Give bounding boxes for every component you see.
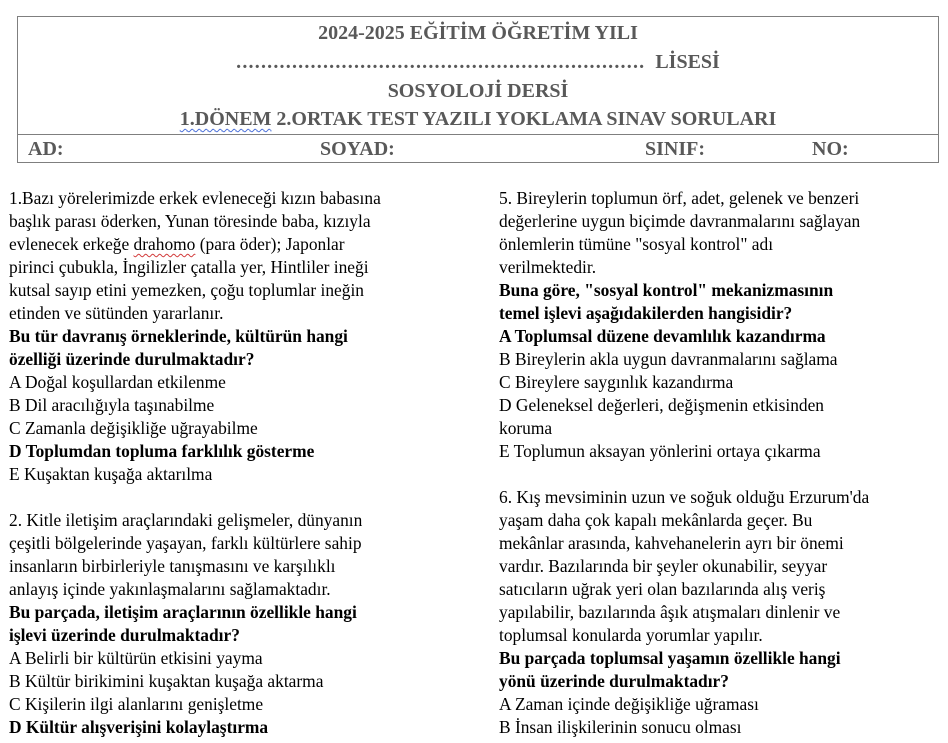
- option-b: B Dil aracılığıyla taşınabilme: [9, 395, 215, 415]
- option-e: E Toplumun aksayan yönlerini ortaya çıkarma: [499, 441, 821, 461]
- name-field-label: AD:: [28, 138, 64, 160]
- option-a: A Doğal koşullardan etkilenme: [9, 372, 226, 392]
- question-stem-line: insanların birbirleriyle tanışmasını ve karşılıklı: [9, 556, 336, 576]
- question-prompt: özelliği üzerinde durulmaktadır?: [9, 349, 255, 369]
- question-stem-line: değerlerine uygun biçimde davranmalarını sağlayan: [499, 211, 861, 231]
- spellcheck-word: drahomo: [133, 234, 196, 254]
- question-stem-line: anlayış içinde yakınlaşmalarını sağlamaktadır.: [9, 579, 331, 599]
- question-stem-line: evlenecek erkeğe drahomo (para öder); Japonlar: [9, 234, 345, 254]
- question-stem-line: pirinci çubukla, İngilizler çatalla yer, Hintliler ineği: [9, 257, 369, 277]
- school-name-line: [18, 50, 938, 74]
- question-stem-line: önlemlerin tümüne "sosyal kontrol" adı: [499, 234, 774, 254]
- number-field-label: NO:: [812, 138, 849, 160]
- question-prompt: Bu tür davranış örneklerinde, kültürün hangi: [9, 326, 348, 346]
- option-d: D Geleneksel değerleri, değişmenin etkisinden: [499, 395, 825, 415]
- question-stem-line: yaşam daha çok kapalı mekânlarda geçer. Bu: [499, 510, 813, 530]
- option-a: A Belirli bir kültürün etkisini yayma: [9, 648, 263, 668]
- question-stem-line: mekânlar arasında, kahvehanelerin ayrı bir önemi: [499, 533, 844, 553]
- question-stem-line: 5. Bireylerin toplumun örf, adet, gelenek ve benzeri: [499, 188, 860, 208]
- option-b: B Kültür birikimini kuşaktan kuşağa aktarma: [9, 671, 324, 691]
- exam-title-rest: 2.ORTAK TEST YAZILI YOKLAMA SINAV SORULARI: [271, 108, 777, 130]
- question-6: [499, 486, 939, 739]
- class-field-label: SINIF:: [645, 138, 706, 160]
- exam-term: 1.DÖNEM: [179, 108, 272, 130]
- option-b: B Bireylerin akla uygun davranmalarını sağlama: [499, 349, 838, 369]
- option-b: B İnsan ilişkilerinin sonucu olması: [499, 717, 742, 737]
- option-e: E Kuşaktan kuşağa aktarılma: [9, 464, 213, 484]
- option-d-continued: koruma: [499, 418, 553, 438]
- question-stem-line: toplumsal konularda yorumlar yapılır.: [499, 625, 763, 645]
- school-name-blank: ..................................................................: [236, 51, 646, 73]
- question-stem-line: yapılabilir, bazılarında âşık atışmaları dinlenir ve: [499, 602, 841, 622]
- question-stem-line: kutsal sayıp etini yemezken, çoğu toplumlar ineğin: [9, 280, 364, 300]
- question-stem-line: 1.Bazı yörelerimizde erkek evleneceği kızın babasına: [9, 188, 381, 208]
- left-column: [9, 187, 479, 739]
- question-stem-line: 6. Kış mevsiminin uzun ve soğuk olduğu Erzurum'da: [499, 487, 870, 507]
- question-stem-line: etinden ve sütünden yararlanır.: [9, 303, 224, 323]
- question-stem-line: çeşitli bölgelerinde yaşayan, farklı kültürlere sahip: [9, 533, 362, 553]
- surname-field-label: SOYAD:: [320, 138, 395, 160]
- right-column: [499, 187, 939, 739]
- school-suffix: LİSESİ: [655, 51, 720, 73]
- question-prompt: Buna göre, "sosyal kontrol" mekanizmasının: [499, 280, 834, 300]
- course-title: SOSYOLOJİ DERSİ: [387, 80, 569, 102]
- option-a-answer: A Toplumsal düzene devamlılık kazandırma: [499, 326, 826, 346]
- option-c: C Bireylere saygınlık kazandırma: [499, 372, 734, 392]
- question-1: [9, 187, 479, 486]
- option-a: A Zaman içinde değişikliğe uğraması: [499, 694, 759, 714]
- option-d-answer: D Kültür alışverişini kolaylaştırma: [9, 717, 269, 737]
- question-prompt: temel işlevi aşağıdakilerden hangisidir?: [499, 303, 793, 323]
- question-prompt: işlevi üzerinde durulmaktadır?: [9, 625, 240, 645]
- question-2: [9, 509, 479, 739]
- question-stem-line: vardır. Bazılarında bir şeyler okunabilir, seyyar: [499, 556, 828, 576]
- question-prompt: yönü üzerinde durulmaktadır?: [499, 671, 729, 691]
- option-d-answer: D Toplumdan topluma farklılık gösterme: [9, 441, 315, 461]
- question-stem-line: verilmektedir.: [499, 257, 597, 277]
- question-stem-line: başlık parası öderken, Yunan töresinde baba, kızıyla: [9, 211, 371, 231]
- student-info-row: [18, 134, 938, 163]
- option-c: C Zamanla değişikliğe uğrayabilme: [9, 418, 258, 438]
- question-prompt: Bu parçada, iletişim araçlarının özellikle hangi: [9, 602, 357, 622]
- exam-header: [17, 16, 939, 163]
- question-prompt: Bu parçada toplumsal yaşamın özellikle hangi: [499, 648, 841, 668]
- option-c: C Kişilerin ilgi alanlarını genişletme: [9, 694, 264, 714]
- academic-year: 2024-2025 EĞİTİM ÖĞRETİM YILI: [318, 22, 638, 44]
- exam-title: [18, 107, 938, 131]
- question-stem-line: 2. Kitle iletişim araçlarındaki gelişmeler, dünyanın: [9, 510, 363, 530]
- question-stem-line: satıcıların uğrak yeri olan bazılarında alış veriş: [499, 579, 826, 599]
- question-5: [499, 187, 939, 463]
